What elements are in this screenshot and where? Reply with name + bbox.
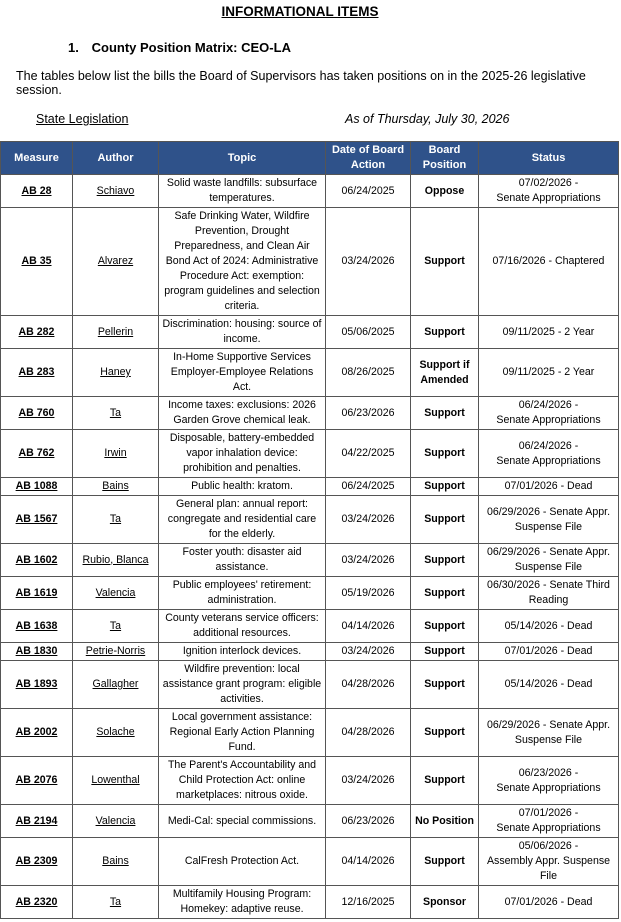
cell-measure[interactable]: AB 1619 xyxy=(1,577,73,610)
cell-author[interactable]: Lowenthal xyxy=(73,757,159,805)
cell-topic: Income taxes: exclusions: 2026 Garden Grove chemical leak. xyxy=(159,397,326,430)
cell-date: 08/26/2025 xyxy=(326,349,411,397)
cell-status: 06/30/2026 - Senate Third Reading xyxy=(479,577,619,610)
cell-topic: Disposable, battery-embedded vapor inhalation device: prohibition and penalties. xyxy=(159,430,326,478)
column-header-date: Date of Board Action xyxy=(326,142,411,175)
cell-position: Oppose xyxy=(411,175,479,208)
cell-date: 03/24/2026 xyxy=(326,208,411,316)
cell-date: 04/14/2026 xyxy=(326,838,411,886)
cell-measure[interactable]: AB 2309 xyxy=(1,838,73,886)
cell-position: Support xyxy=(411,316,479,349)
cell-measure[interactable]: AB 282 xyxy=(1,316,73,349)
cell-measure[interactable]: AB 35 xyxy=(1,208,73,316)
cell-position: Support xyxy=(411,643,479,661)
cell-position: Support xyxy=(411,757,479,805)
cell-position: Sponsor xyxy=(411,886,479,919)
cell-measure[interactable]: AB 760 xyxy=(1,397,73,430)
cell-status: 05/14/2026 - Dead xyxy=(479,610,619,643)
cell-date: 05/06/2025 xyxy=(326,316,411,349)
cell-date: 06/23/2026 xyxy=(326,805,411,838)
cell-status: 06/29/2026 - Senate Appr. Suspense File xyxy=(479,496,619,544)
table-row xyxy=(1,496,619,544)
cell-measure[interactable]: AB 2076 xyxy=(1,757,73,805)
cell-date: 12/16/2025 xyxy=(326,886,411,919)
as-of-date: As of Thursday, July 30, 2026 xyxy=(345,112,510,126)
cell-position: Support xyxy=(411,661,479,709)
cell-date: 03/24/2026 xyxy=(326,496,411,544)
cell-date: 05/19/2026 xyxy=(326,577,411,610)
cell-author[interactable]: Schiavo xyxy=(73,175,159,208)
cell-status: 07/01/2026 - Dead xyxy=(479,886,619,919)
cell-date: 03/24/2026 xyxy=(326,544,411,577)
cell-topic: Ignition interlock devices. xyxy=(159,643,326,661)
table-row xyxy=(1,757,619,805)
table-row xyxy=(1,544,619,577)
cell-status: 06/24/2026 - Senate Appropriations xyxy=(479,430,619,478)
cell-author[interactable]: Rubio, Blanca xyxy=(73,544,159,577)
table-row xyxy=(1,610,619,643)
table-row xyxy=(1,397,619,430)
cell-measure[interactable]: AB 28 xyxy=(1,175,73,208)
cell-date: 03/24/2026 xyxy=(326,643,411,661)
cell-topic: Public health: kratom. xyxy=(159,478,326,496)
table-row xyxy=(1,805,619,838)
cell-position: No Position xyxy=(411,805,479,838)
cell-date: 03/24/2026 xyxy=(326,757,411,805)
cell-topic: Wildfire prevention: local assistance grant program: eligible activities. xyxy=(159,661,326,709)
column-header-status: Status xyxy=(479,142,619,175)
table-row xyxy=(1,478,619,496)
cell-measure[interactable]: AB 2194 xyxy=(1,805,73,838)
table-row xyxy=(1,349,619,397)
cell-date: 04/28/2026 xyxy=(326,661,411,709)
cell-author[interactable]: Ta xyxy=(73,397,159,430)
cell-position: Support xyxy=(411,496,479,544)
cell-date: 04/22/2025 xyxy=(326,430,411,478)
cell-author[interactable]: Petrie-Norris xyxy=(73,643,159,661)
cell-measure[interactable]: AB 1602 xyxy=(1,544,73,577)
bills-table xyxy=(0,141,619,919)
cell-topic: Multifamily Housing Program: Homekey: adaptive reuse. xyxy=(159,886,326,919)
page-heading: INFORMATIONAL ITEMS xyxy=(221,4,379,19)
table-row xyxy=(1,886,619,919)
column-header-measure: Measure xyxy=(1,142,73,175)
cell-author[interactable]: Haney xyxy=(73,349,159,397)
cell-topic: CalFresh Protection Act. xyxy=(159,838,326,886)
column-header-position: Board Position xyxy=(411,142,479,175)
cell-status: 07/16/2026 - Chaptered xyxy=(479,208,619,316)
table-row xyxy=(1,430,619,478)
cell-position: Support xyxy=(411,478,479,496)
cell-measure[interactable]: AB 762 xyxy=(1,430,73,478)
cell-status: 07/01/2026 - Dead xyxy=(479,478,619,496)
cell-date: 04/14/2026 xyxy=(326,610,411,643)
cell-position: Support xyxy=(411,709,479,757)
table-header-row xyxy=(1,142,619,175)
cell-status: 06/23/2026 - Senate Appropriations xyxy=(479,757,619,805)
table-row xyxy=(1,208,619,316)
cell-author[interactable]: Solache xyxy=(73,709,159,757)
cell-position: Support xyxy=(411,544,479,577)
table-row xyxy=(1,175,619,208)
cell-position: Support xyxy=(411,577,479,610)
cell-status: 06/29/2026 - Senate Appr. Suspense File xyxy=(479,544,619,577)
cell-position: Support if Amended xyxy=(411,349,479,397)
table-row xyxy=(1,316,619,349)
cell-measure[interactable]: AB 2002 xyxy=(1,709,73,757)
cell-author[interactable]: Valencia xyxy=(73,577,159,610)
cell-author[interactable]: Irwin xyxy=(73,430,159,478)
cell-topic: The Parent's Accountability and Child Protection Act: online marketplaces: nitrous oxide. xyxy=(159,757,326,805)
cell-topic: Medi-Cal: special commissions. xyxy=(159,805,326,838)
cell-status: 09/11/2025 - 2 Year xyxy=(479,349,619,397)
table-row xyxy=(1,643,619,661)
cell-author[interactable]: Pellerin xyxy=(73,316,159,349)
cell-measure[interactable]: AB 1638 xyxy=(1,610,73,643)
cell-date: 06/24/2025 xyxy=(326,175,411,208)
cell-topic: Discrimination: housing: source of income. xyxy=(159,316,326,349)
cell-measure[interactable]: AB 2320 xyxy=(1,886,73,919)
cell-status: 06/29/2026 - Senate Appr. Suspense File xyxy=(479,709,619,757)
table-label: State Legislation xyxy=(36,112,129,126)
table-row xyxy=(1,577,619,610)
cell-topic: Safe Drinking Water, Wildfire Prevention, Drought Preparedness, and Clean Air Bond Act of 2024: Administrative Procedure Act: exemption: program guidelines and selection criteria. xyxy=(159,208,326,316)
cell-topic: In-Home Supportive Services Employer-Employee Relations Act. xyxy=(159,349,326,397)
cell-author[interactable]: Alvarez xyxy=(73,208,159,316)
cell-status: 07/02/2026 - Senate Appropriations xyxy=(479,175,619,208)
section-title-text: County Position Matrix: CEO-LA xyxy=(91,40,291,55)
cell-measure[interactable]: AB 1567 xyxy=(1,496,73,544)
cell-position: Support xyxy=(411,838,479,886)
cell-author[interactable]: Gallagher xyxy=(73,661,159,709)
table-row xyxy=(1,709,619,757)
cell-author[interactable]: Ta xyxy=(73,496,159,544)
table-row xyxy=(1,661,619,709)
cell-topic: Local government assistance: Regional Early Action Planning Fund. xyxy=(159,709,326,757)
table-row xyxy=(1,838,619,886)
cell-status: 09/11/2025 - 2 Year xyxy=(479,316,619,349)
cell-measure[interactable]: AB 1893 xyxy=(1,661,73,709)
cell-status: 06/24/2026 - Senate Appropriations xyxy=(479,397,619,430)
cell-author[interactable]: Bains xyxy=(73,478,159,496)
cell-status: 07/01/2026 - Dead xyxy=(479,643,619,661)
cell-date: 06/24/2025 xyxy=(326,478,411,496)
cell-date: 06/23/2026 xyxy=(326,397,411,430)
cell-position: Support xyxy=(411,208,479,316)
cell-position: Support xyxy=(411,397,479,430)
cell-topic: Public employees' retirement: administration. xyxy=(159,577,326,610)
cell-status: 05/14/2026 - Dead xyxy=(479,661,619,709)
section-title xyxy=(68,40,291,55)
cell-topic: County veterans service officers: additional resources. xyxy=(159,610,326,643)
section-number: 1. xyxy=(68,40,79,55)
cell-position: Support xyxy=(411,610,479,643)
cell-topic: General plan: annual report: congregate and residential care for the elderly. xyxy=(159,496,326,544)
cell-date: 04/28/2026 xyxy=(326,709,411,757)
column-header-author: Author xyxy=(73,142,159,175)
cell-author[interactable]: Ta xyxy=(73,886,159,919)
cell-measure[interactable]: AB 283 xyxy=(1,349,73,397)
cell-status: 05/06/2026 - Assembly Appr. Suspense File xyxy=(479,838,619,886)
cell-author[interactable]: Bains xyxy=(73,838,159,886)
cell-measure[interactable]: AB 1830 xyxy=(1,643,73,661)
cell-status: 07/01/2026 - Senate Appropriations xyxy=(479,805,619,838)
cell-position: Support xyxy=(411,430,479,478)
intro-paragraph: The tables below list the bills the Board of Supervisors has taken positions on in the 2025-26 legislative session. xyxy=(16,69,586,97)
cell-author[interactable]: Valencia xyxy=(73,805,159,838)
cell-author[interactable]: Ta xyxy=(73,610,159,643)
cell-topic: Solid waste landfills: subsurface temperatures. xyxy=(159,175,326,208)
cell-topic: Foster youth: disaster aid assistance. xyxy=(159,544,326,577)
column-header-topic: Topic xyxy=(159,142,326,175)
cell-measure[interactable]: AB 1088 xyxy=(1,478,73,496)
